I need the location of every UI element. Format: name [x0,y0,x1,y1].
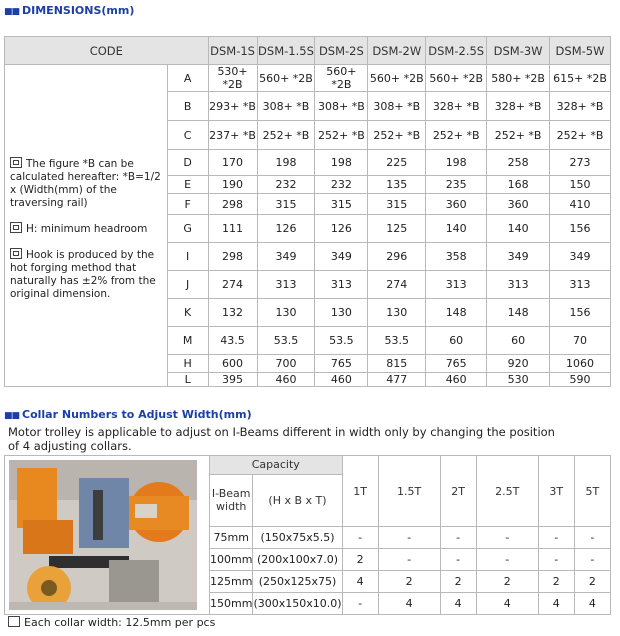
ibeam-width: 75mm [210,527,253,549]
note-item [10,222,164,236]
dimension-value: 274 [368,271,426,299]
note-icon [8,616,20,627]
notes-cell [5,65,168,387]
dimension-value: 580+ *2B [487,65,550,92]
dimension-value: 53.5 [315,327,368,355]
dimension-value: 60 [426,327,487,355]
collar-count: 4 [538,592,574,614]
model-header: DSM-2S [315,37,368,65]
dimension-value: 237+ *B [208,121,257,150]
collar-count: 2 [574,571,610,593]
collar-count: 2 [440,571,476,593]
dimension-letter: E [167,176,208,194]
dimension-value: 615+ *2B [550,65,611,92]
capacity-col-header: 2T [440,456,476,527]
dimension-value: 156 [550,215,611,243]
collar-count: 2 [342,549,378,571]
dimension-value: 313 [487,271,550,299]
dimension-letter: M [167,327,208,355]
dimension-value: 125 [368,215,426,243]
dimension-value: 920 [487,355,550,373]
collar-count: - [342,592,378,614]
ibeam-hbt: (250x125x75) [253,571,342,593]
dimension-value: 298 [208,243,257,271]
dimension-value: 1060 [550,355,611,373]
dimension-letter: D [167,150,208,176]
dimension-value: 60 [487,327,550,355]
dimension-value: 140 [426,215,487,243]
collar-count: 4 [342,571,378,593]
dimensions-table [4,36,611,387]
collar-count: 2 [538,571,574,593]
dimension-value: 560+ *2B [315,65,368,92]
dimension-value: 111 [208,215,257,243]
dimension-letter: I [167,243,208,271]
capacity-col-header: 5T [574,456,610,527]
dimension-value: 315 [368,194,426,215]
dimension-value: 315 [257,194,315,215]
dimension-letter: A [167,65,208,92]
dimension-value: 358 [426,243,487,271]
note-item [10,248,164,301]
collar-count: - [342,527,378,549]
dimension-value: 349 [315,243,368,271]
dimension-value: 198 [257,150,315,176]
collar-count: 2 [378,571,440,593]
collar-count: - [476,549,538,571]
dimension-value: 156 [550,299,611,327]
dimension-value: 349 [550,243,611,271]
dimension-value: 252+ *B [550,121,611,150]
collar-count: - [378,549,440,571]
dimension-value: 328+ *B [426,92,487,121]
collar-count: - [538,549,574,571]
dimension-value: 53.5 [257,327,315,355]
model-header: DSM-5W [550,37,611,65]
code-header: CODE [5,37,209,65]
dimension-value: 273 [550,150,611,176]
note-icon [10,222,22,233]
ibeam-hbt: (150x75x5.5) [253,527,342,549]
note-icon [10,248,22,259]
dimension-letter: B [167,92,208,121]
dimension-value: 258 [487,150,550,176]
dimension-value: 765 [315,355,368,373]
dimension-value: 765 [426,355,487,373]
dimension-letter: J [167,271,208,299]
dimension-value: 190 [208,176,257,194]
capacity-col-header: 1T [342,456,378,527]
dimensions-title: ■■ DIMENSIONS(mm) [4,4,135,17]
dimension-value: 130 [368,299,426,327]
dimension-value: 70 [550,327,611,355]
dimension-letter: K [167,299,208,327]
dimension-value: 135 [368,176,426,194]
ibeam-hbt: (300x150x10.0) [253,592,342,614]
dimension-value: 170 [208,150,257,176]
collar-table [4,455,611,615]
dimension-value: 252+ *B [368,121,426,150]
dimension-value: 349 [487,243,550,271]
dimension-value: 252+ *B [426,121,487,150]
capacity-header: Capacity [210,456,343,475]
dimension-value: 232 [257,176,315,194]
dimension-value: 126 [257,215,315,243]
ibeam-hbt: (200x100x7.0) [253,549,342,571]
collar-footnote: Each collar width: 12.5mm per pcs [8,616,215,629]
ibeam-width: 125mm [210,571,253,593]
collar-title: ■■ Collar Numbers to Adjust Width(mm) [4,408,252,421]
dimension-letter: G [167,215,208,243]
model-header: DSM-1S [208,37,257,65]
capacity-col-header: 2.5T [476,456,538,527]
dimension-value: 700 [257,355,315,373]
dimension-value: 293+ *B [208,92,257,121]
dimension-value: 313 [315,271,368,299]
dimension-value: 252+ *B [487,121,550,150]
dimension-row [5,65,611,92]
collar-count: 4 [378,592,440,614]
dimension-value: 126 [315,215,368,243]
dimension-value: 410 [550,194,611,215]
dimension-value: 298 [208,194,257,215]
dimension-value: 308+ *B [315,92,368,121]
model-header: DSM-3W [487,37,550,65]
dimension-value: 168 [487,176,550,194]
dimension-value: 235 [426,176,487,194]
dimension-value: 560+ *2B [257,65,315,92]
dimension-value: 460 [315,373,368,387]
dimension-value: 460 [257,373,315,387]
dimension-value: 590 [550,373,611,387]
collar-count: 4 [476,592,538,614]
dimension-letter: H [167,355,208,373]
dimension-value: 600 [208,355,257,373]
motor-trolley-photo [9,460,197,610]
dimension-value: 815 [368,355,426,373]
dimension-value: 132 [208,299,257,327]
dimension-value: 232 [315,176,368,194]
dimension-value: 130 [257,299,315,327]
collar-count: - [574,527,610,549]
note-text: H: minimum headroom [26,223,148,235]
dimension-value: 148 [426,299,487,327]
note-text: The figure *B can be calculated hereafter: *B=1/2 x (Width(mm) of the traversing rail) [10,158,161,209]
dimension-value: 560+ *2B [426,65,487,92]
dimension-value: 308+ *B [257,92,315,121]
dimension-value: 530 [487,373,550,387]
dimension-letter: L [167,373,208,387]
dimension-value: 53.5 [368,327,426,355]
model-header: DSM-2W [368,37,426,65]
dimension-value: 148 [487,299,550,327]
dimension-value: 252+ *B [315,121,368,150]
dimension-value: 198 [315,150,368,176]
collar-count: - [440,549,476,571]
dimension-value: 198 [426,150,487,176]
capacity-col-header: 3T [538,456,574,527]
collar-count: - [574,549,610,571]
dimension-value: 560+ *2B [368,65,426,92]
collar-count: - [378,527,440,549]
dimension-value: 308+ *B [368,92,426,121]
dimension-value: 150 [550,176,611,194]
collar-description: Motor trolley is applicable to adjust on I-Beams different in width only by changing the position of 4 adjusting collars. [8,425,555,453]
dimension-value: 460 [426,373,487,387]
dimension-letter: F [167,194,208,215]
ibeam-width-header: I-Beam width [210,474,253,526]
dimension-value: 313 [550,271,611,299]
dimension-value: 360 [487,194,550,215]
collar-count: - [538,527,574,549]
dimension-value: 395 [208,373,257,387]
note-text: Hook is produced by the hot forging method that naturally has ±2% from the original dimension. [10,249,156,300]
dimension-value: 315 [315,194,368,215]
motor-trolley-image [9,460,197,610]
dimension-value: 225 [368,150,426,176]
collar-header-row [5,456,611,475]
dimension-letter: C [167,121,208,150]
dimension-value: 274 [208,271,257,299]
dimension-value: 530+ *2B [208,65,257,92]
dimension-value: 349 [257,243,315,271]
dimension-value: 252+ *B [257,121,315,150]
hbt-header: (H x B x T) [253,474,342,526]
dimension-value: 313 [257,271,315,299]
model-header: DSM-2.5S [426,37,487,65]
dimension-value: 313 [426,271,487,299]
trolley-photo-cell [5,456,210,615]
note-item [10,157,164,210]
collar-count: - [440,527,476,549]
dimension-value: 296 [368,243,426,271]
collar-count: - [476,527,538,549]
dimension-value: 477 [368,373,426,387]
ibeam-width: 100mm [210,549,253,571]
note-icon [10,157,22,168]
collar-count: 2 [476,571,538,593]
model-header: DSM-1.5S [257,37,315,65]
ibeam-width: 150mm [210,592,253,614]
dimension-value: 43.5 [208,327,257,355]
dimension-value: 130 [315,299,368,327]
dimension-value: 140 [487,215,550,243]
dimension-value: 360 [426,194,487,215]
collar-count: 4 [440,592,476,614]
dimension-value: 328+ *B [550,92,611,121]
collar-count: 4 [574,592,610,614]
dimension-value: 328+ *B [487,92,550,121]
capacity-col-header: 1.5T [378,456,440,527]
